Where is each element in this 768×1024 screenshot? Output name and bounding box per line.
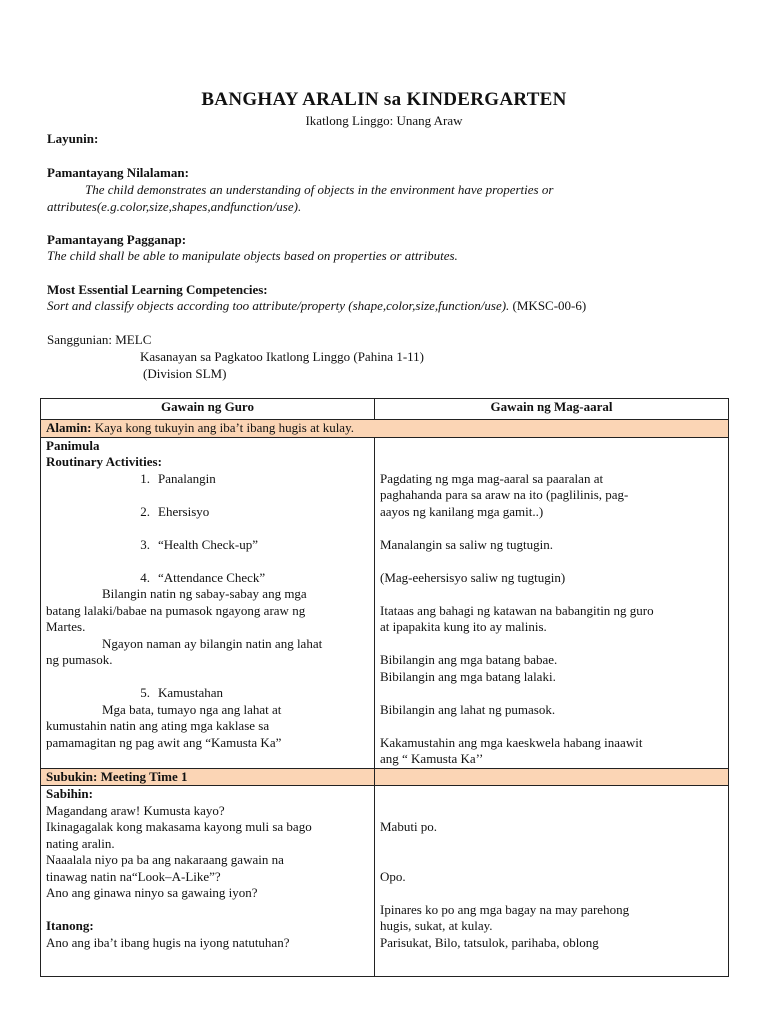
alamin-cell: [41, 420, 729, 438]
subukin-row: [41, 768, 729, 786]
response-line: Opo.: [380, 868, 406, 884]
col-header-guro: Gawain ng Guro: [41, 399, 375, 420]
alamin-text: Kaya kong tukuyin ang iba’t ibang hugis at kulay.: [94, 420, 354, 435]
response-line: Parisukat, Bilo, tatsulok, parihaba, oblong: [380, 934, 599, 950]
kamusta-text: kumustahin natin ang ating mga kaklase sa: [46, 718, 270, 733]
panimula-row: [41, 437, 729, 768]
melc-code: (MKSC-00-6): [512, 298, 587, 313]
bilangin-text: ng pumasok.: [46, 652, 113, 667]
response-line: ang “ Kamusta Ka’’: [380, 751, 484, 766]
pagganap-label: Pamantayang Pagganap:: [47, 232, 187, 247]
teacher-line: tinawag natin na“Look–A-Like”?: [46, 868, 221, 884]
response-line: hugis, sukat, at kulay.: [380, 918, 493, 933]
response-line: Ipinares ko po ang mga bagay na may parehong: [380, 901, 630, 917]
table-header-row: [41, 399, 729, 420]
list-item: 4. “Attendance Check”: [140, 569, 266, 585]
response-line: aayos ng kanilang mga gamit..): [380, 503, 544, 519]
alamin-row: [41, 420, 729, 438]
alamin-label: Alamin:: [46, 420, 92, 435]
pagganap-text: The child shall be able to manipulate objects based on properties or attributes.: [47, 248, 458, 263]
nilalaman-label: Pamantayang Nilalaman:: [47, 165, 189, 180]
layunin-label: Layunin:: [47, 131, 99, 146]
melc-text: [47, 298, 727, 315]
subukin-empty-cell: [375, 768, 729, 786]
response-line: Kakamustahin ang mga kaeskwela habang inaawit: [380, 734, 643, 750]
page-subtitle: Ikatlong Linggo: Unang Araw: [305, 113, 463, 128]
guro-panimula-cell: [41, 437, 375, 768]
list-item: 5. Kamustahan: [140, 685, 223, 700]
response-line: Mabuti po.: [380, 819, 438, 834]
response-line: Bibilangin ang lahat ng pumasok.: [380, 701, 556, 717]
bilangin-text: Bilangin natin ng sabay-sabay ang mga: [102, 586, 307, 601]
sanggunian-line: MELC: [115, 332, 152, 347]
list-item: 3. “Health Check-up”: [140, 536, 258, 552]
magaaral-panimula-cell: [375, 437, 729, 768]
teacher-line: nating aralin.: [46, 835, 115, 851]
sanggunian-label: Sanggunian:: [47, 332, 112, 347]
response-line: Itataas ang bahagi ng katawan na babangitin ng guro: [380, 602, 654, 618]
meeting-row: [41, 786, 729, 977]
nilalaman-line: The child demonstrates an understanding of objects in the environment have properties or: [85, 182, 554, 197]
activities-table: [40, 398, 729, 977]
itanong-question: Ano ang iba’t ibang hugis na iyong natutuhan?: [46, 934, 290, 950]
teacher-line: Ano ang ginawa ninyo sa gawaing iyon?: [46, 885, 258, 900]
response-line: (Mag-eehersisyo saliw ng tugtugin): [380, 569, 566, 585]
magaaral-meeting-cell: [375, 786, 729, 977]
list-item: 2. Ehersisyo: [140, 503, 210, 519]
teacher-line: Naaalala niyo pa ba ang nakaraang gawain na: [46, 852, 284, 867]
nilalaman-line: attributes(e.g.color,size,shapes,andfunction/use).: [47, 198, 302, 214]
response-line: paghahanda para sa araw na ito (paglilinis, pag-: [380, 487, 629, 502]
subukin-label: Subukin: Meeting Time 1: [41, 768, 375, 786]
response-line: Manalangin sa saliw ng tugtugin.: [380, 536, 553, 552]
sanggunian-line: (Division SLM): [143, 366, 227, 381]
sabihin-label: Sabihin:: [46, 786, 93, 801]
response-line: at ipapakita kung ito ay malinis.: [380, 619, 547, 634]
bilangin-text: Martes.: [46, 619, 86, 634]
bilangin-text: Ngayon naman ay bilangin natin ang lahat: [102, 635, 323, 651]
melc-competency: Sort and classify objects according too attribute/property (shape,color,size,function/use).: [47, 298, 510, 313]
panimula-label: Panimula: [46, 437, 100, 453]
page-title: BANGHAY ARALIN sa KINDERGARTEN: [201, 89, 567, 110]
response-line: Pagdating ng mga mag-aaral sa paaralan at: [380, 470, 604, 486]
list-item: 1. Panalangin: [140, 470, 216, 486]
sanggunian: [47, 332, 727, 349]
sanggunian-line: Kasanayan sa Pagkatoo Ikatlong Linggo (Pahina 1-11): [140, 349, 425, 364]
guro-meeting-cell: [41, 786, 375, 977]
kamusta-text: pamamagitan ng pag awit ang “Kamusta Ka”: [46, 734, 282, 750]
teacher-line: Magandang araw! Kumusta kayo?: [46, 802, 225, 818]
bilangin-text: batang lalaki/babae na pumasok ngayong araw ng: [46, 602, 306, 618]
response-line: Bibilangin ang mga batang babae.: [380, 652, 558, 667]
kamusta-text: Mga bata, tumayo nga ang lahat at: [102, 701, 282, 717]
col-header-magaaral: Gawain ng Mag-aaral: [375, 399, 729, 420]
teacher-line: Ikinagagalak kong makasama kayong muli sa bago: [46, 819, 312, 834]
routinary-label: Routinary Activities:: [46, 454, 162, 469]
melc-label: Most Essential Learning Competencies:: [47, 282, 268, 297]
response-line: Bibilangin ang mga batang lalaki.: [380, 668, 556, 684]
itanong-label: Itanong:: [46, 918, 94, 933]
nilalaman-text: [47, 182, 727, 215]
